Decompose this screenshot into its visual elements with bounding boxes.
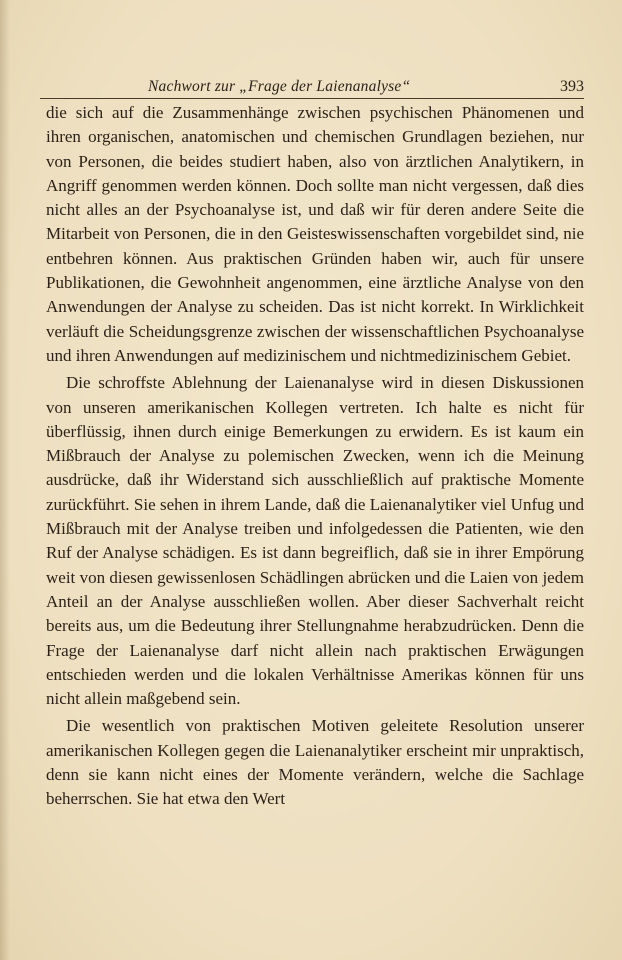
header-rule [40, 98, 584, 99]
page-gutter-shadow [0, 0, 10, 960]
page-number: 393 [560, 78, 584, 95]
body-text [46, 101, 584, 812]
paragraph: Die schroffste Ablehnung der Laienanalyse wird in diesen Diskussionen von unseren amerikanischen Kollegen vertreten. Ich halte es nicht für überflüssig, ihnen durch einige Bemerkungen zu erwidern. Es ist kaum ein Mißbrauch der Analyse zu polemischen Zwecken, wenn ich die Meinung ausdrücke, daß ihr Widerstand sich ausschließlich auf praktische Momente zurückführt. Sie sehen in ihrem Lande, daß die Laienanalytiker viel Unfug und Mißbrauch mit der Analyse treiben und infolgedessen die Patienten, wie den Ruf der Analyse schädigen. Es ist dann begreiflich, daß sie in ihrer Empörung weit von diesen gewissenlosen Schädlingen abrücken und die Laien von jedem Anteil an der Analyse ausschließen wollen. Aber dieser Sachverhalt reicht bereits aus, um die Bedeutung ihrer Stellungnahme herabzudrücken. Denn die Frage der Laienanalyse darf nicht allein nach praktischen Erwägungen entschieden werden und die lokalen Verhältnisse Amerikas können für uns nicht allein maßgebend sein. [46, 373, 584, 709]
paragraph: Die wesentlich von praktischen Motiven geleitete Resolution unserer amerikanischen Kollegen gegen die Laienanalytiker erscheint mir unpraktisch, denn sie kann nicht eines der Momente verändern, welche die Sachlage beherrschen. Sie hat etwa den Wert [46, 716, 584, 809]
paragraph-continued: die sich auf die Zusammenhänge zwischen psychischen Phänomenen und ihren organischen, anatomischen und chemischen Grundlagen beziehen, nur von Personen, die beides studiert haben, also von ärztlichen Analytikern, in Angriff genommen werden können. Doch sollte man nicht vergessen, daß dies nicht alles an der Psychoanalyse ist, und daß wir für deren andere Seite die Mitarbeit von Personen, die in den Geisteswissenschaften vorgebildet sind, nie entbehren können. Aus praktischen Gründen haben wir, auch für unsere Publikationen, die Gewohnheit angenommen, eine ärztliche Analyse von den Anwendungen der Analyse zu scheiden. Das ist nicht korrekt. In Wirklichkeit verläuft die Scheidungsgrenze zwischen der wissenschaftlichen Psychoanalyse und ihren Anwendungen auf medizinischem und nichtmedizinischem Gebiet. [46, 103, 584, 365]
running-head: Nachwort zur „Frage der Laienanalyse“ [148, 78, 411, 95]
